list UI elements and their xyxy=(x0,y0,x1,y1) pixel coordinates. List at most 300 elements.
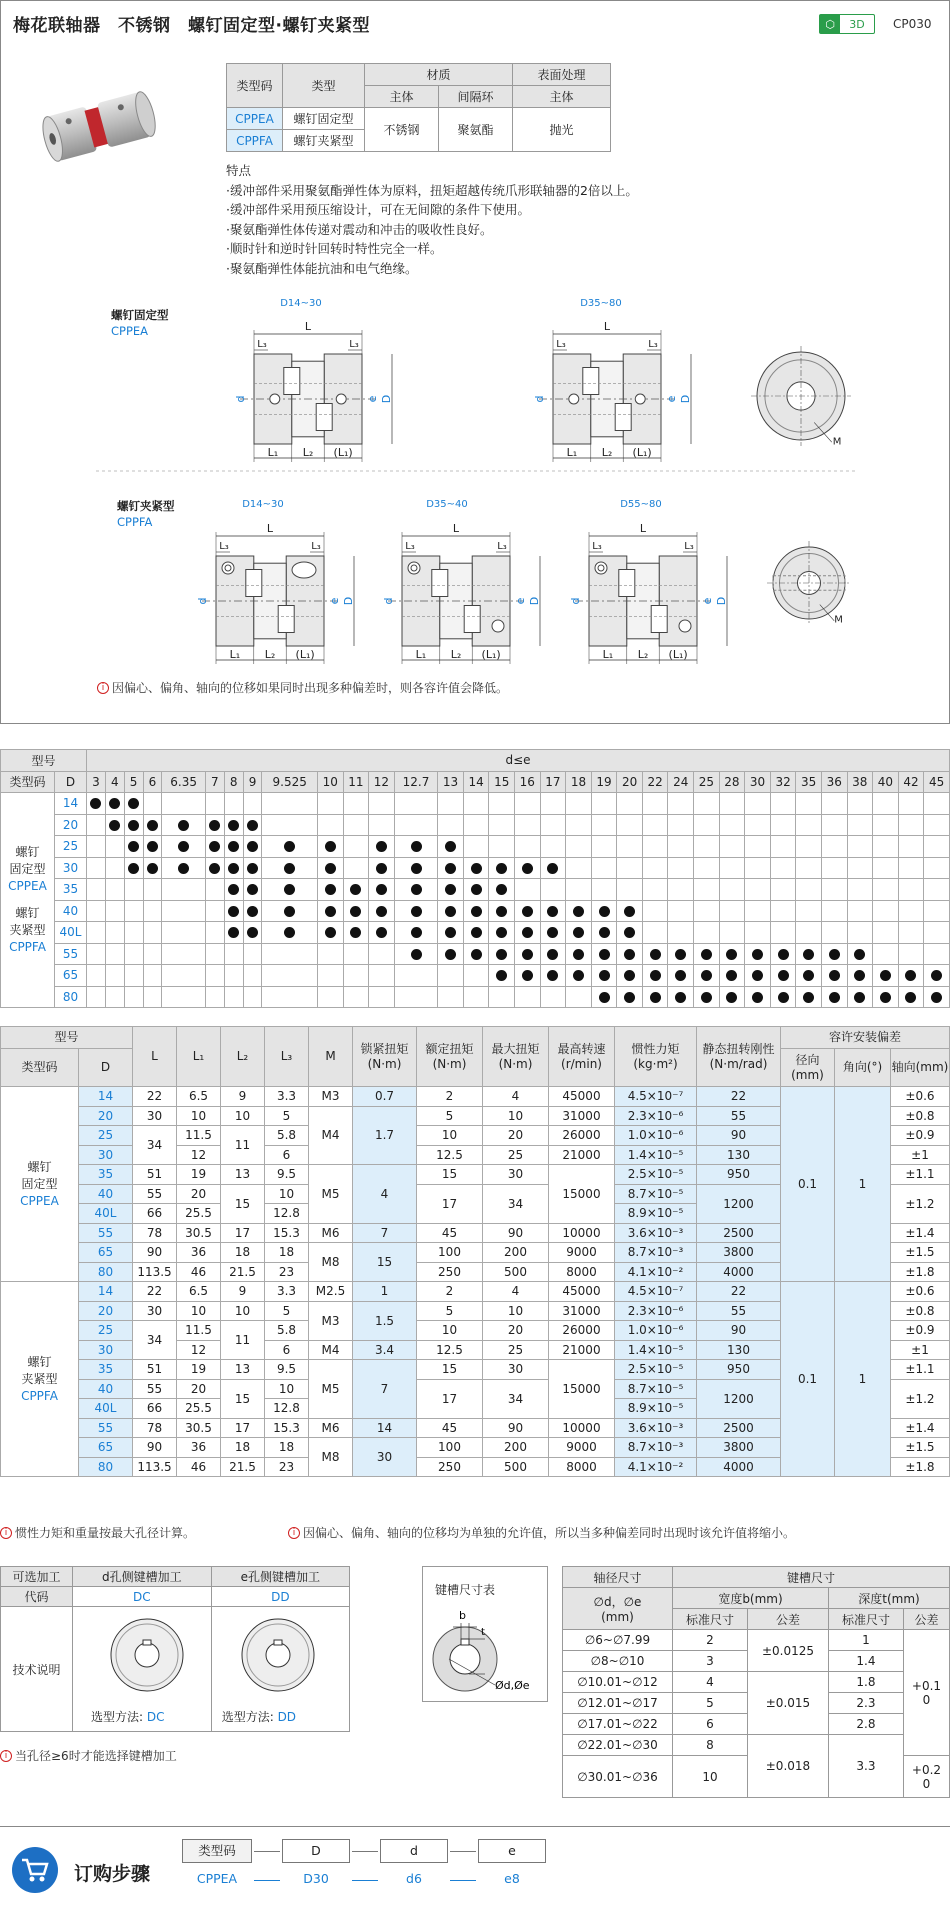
compat-cell xyxy=(694,814,720,836)
L3-cell: 18 xyxy=(265,1438,309,1458)
L-cell: 66 xyxy=(133,1204,177,1224)
compat-cell xyxy=(796,814,822,836)
compat-row xyxy=(1,857,950,879)
rated-torque-cell: 100 xyxy=(417,1243,483,1263)
compat-cell xyxy=(770,986,796,1008)
compat-cell xyxy=(205,814,224,836)
compat-cell xyxy=(642,836,668,858)
compat-cell xyxy=(745,857,771,879)
available-dot xyxy=(829,992,840,1003)
compat-cell xyxy=(105,943,124,965)
grp-1: 螺钉 xyxy=(27,1354,52,1369)
available-dot xyxy=(496,884,507,895)
compat-cell xyxy=(821,836,847,858)
compat-cell xyxy=(540,943,566,965)
screw-M-cell: M8 xyxy=(309,1243,353,1282)
size-D-cell[interactable]: 35 xyxy=(55,879,87,901)
compat-cell xyxy=(162,900,206,922)
L1-cell: 11.5 xyxy=(177,1321,221,1341)
rated-torque-cell: 2 xyxy=(417,1282,483,1302)
max-speed-cell: 10000 xyxy=(549,1418,615,1438)
L-cell: 78 xyxy=(133,1418,177,1438)
size-D-cell[interactable]: 40L xyxy=(79,1399,133,1419)
available-dot xyxy=(496,949,507,960)
compat-cell xyxy=(143,879,162,901)
th-type: 类型 xyxy=(283,64,365,108)
bore-col-header: 22 xyxy=(642,771,668,793)
size-D-cell[interactable]: 55 xyxy=(79,1223,133,1243)
compat-cell xyxy=(343,900,369,922)
compat-cell xyxy=(873,922,899,944)
size-D-cell[interactable]: 35 xyxy=(79,1360,133,1380)
L1-cell: 19 xyxy=(177,1165,221,1185)
L-cell: 34 xyxy=(133,1321,177,1360)
dim-d: d xyxy=(196,597,209,605)
setscrew-icon xyxy=(336,394,346,404)
compat-cell xyxy=(898,986,924,1008)
dim-e: e xyxy=(514,597,527,605)
L-cell: 34 xyxy=(133,1126,177,1165)
screw-icon xyxy=(595,562,607,574)
compat-cell xyxy=(770,922,796,944)
tightening-torque-cell: 15 xyxy=(353,1243,417,1282)
available-dot xyxy=(411,841,422,852)
compat-cell xyxy=(924,814,950,836)
jaw xyxy=(619,570,635,597)
size-D-cell[interactable]: 80 xyxy=(79,1457,133,1477)
rigidity-cell: 130 xyxy=(697,1145,781,1165)
order-value-d[interactable]: d6 xyxy=(406,1871,422,1886)
compat-cell xyxy=(369,793,395,815)
compat-cell xyxy=(566,943,592,965)
compat-cell xyxy=(438,814,464,836)
compat-cell xyxy=(515,814,541,836)
spec-col-header: L₂ xyxy=(221,1027,265,1087)
L-cell: 66 xyxy=(133,1399,177,1419)
depth-std: 1.4 xyxy=(829,1651,904,1672)
compat-cell xyxy=(224,922,243,944)
available-dot xyxy=(573,906,584,917)
order-steps xyxy=(0,1826,950,1908)
available-dot xyxy=(471,949,482,960)
compat-cell xyxy=(924,857,950,879)
size-D-cell[interactable]: 14 xyxy=(79,1282,133,1302)
compat-cell xyxy=(668,793,694,815)
available-dot xyxy=(675,949,686,960)
size-D-cell[interactable]: 80 xyxy=(55,986,87,1008)
max-speed-cell: 21000 xyxy=(549,1145,615,1165)
dim-L1: L₁ xyxy=(415,648,427,661)
compat-cell xyxy=(143,814,162,836)
compat-cell xyxy=(873,793,899,815)
L1-cell: 46 xyxy=(177,1457,221,1477)
keyway-dimension-box xyxy=(422,1566,548,1702)
rated-torque-cell: 250 xyxy=(417,1262,483,1282)
compat-cell xyxy=(243,900,262,922)
radial-tol-cell: 0.1 xyxy=(781,1282,835,1477)
compat-cell xyxy=(796,900,822,922)
setscrew-icon xyxy=(270,394,280,404)
compat-cell xyxy=(515,900,541,922)
axial-tol-cell: ±0.6 xyxy=(891,1282,950,1302)
dim-L2: L₂ xyxy=(450,648,462,661)
size-D-cell[interactable]: 30 xyxy=(55,857,87,879)
feature-item: ·缓冲部件采用预压缩设计，可在无间隙的条件下使用。 xyxy=(226,202,530,217)
bore-col-header: 9 xyxy=(243,771,262,793)
compat-cell xyxy=(719,793,745,815)
type-code-cell[interactable]: CPPFA xyxy=(227,130,283,152)
th-de: d≤e xyxy=(87,750,950,772)
compat-cell xyxy=(262,836,318,858)
available-dot xyxy=(701,970,712,981)
compat-cell xyxy=(924,922,950,944)
compat-cell xyxy=(719,986,745,1008)
compat-cell xyxy=(617,793,643,815)
max-speed-cell: 26000 xyxy=(549,1126,615,1146)
inertia-cell: 1.4×10⁻⁵ xyxy=(615,1340,697,1360)
L3-cell: 9.5 xyxy=(265,1165,309,1185)
th-body2: 主体 xyxy=(513,86,611,108)
compat-cell xyxy=(770,857,796,879)
size-D-cell[interactable]: 40 xyxy=(79,1184,133,1204)
axial-tol-cell: ±1.5 xyxy=(891,1438,950,1458)
compat-cell xyxy=(873,965,899,987)
width-std: 6 xyxy=(673,1714,748,1735)
L2-cell: 18 xyxy=(221,1438,265,1458)
available-dot xyxy=(284,863,295,874)
size-D-cell[interactable]: 30 xyxy=(79,1145,133,1165)
grp-clamp-code: CPPFA xyxy=(9,940,46,954)
compat-cell xyxy=(343,814,369,836)
th-e-keyway: e孔侧键槽加工 xyxy=(211,1567,349,1587)
L-cell: 30 xyxy=(133,1301,177,1321)
dim-L1p: (L₁) xyxy=(481,648,501,661)
compat-cell xyxy=(87,879,106,901)
compat-cell xyxy=(821,965,847,987)
available-dot xyxy=(209,863,220,874)
size-D-cell[interactable]: 14 xyxy=(79,1087,133,1107)
size-D-cell[interactable]: 35 xyxy=(79,1165,133,1185)
th-model: 型号 xyxy=(1,750,87,772)
size-D-cell[interactable]: 20 xyxy=(55,814,87,836)
available-dot xyxy=(411,949,422,960)
compat-cell xyxy=(668,900,694,922)
screw-icon xyxy=(679,620,691,632)
compat-cell xyxy=(87,986,106,1008)
grp-2: 固定型 xyxy=(21,1176,58,1191)
compat-cell xyxy=(243,793,262,815)
type-code-cell[interactable]: CPPEA xyxy=(227,108,283,130)
size-D-cell[interactable]: 65 xyxy=(79,1438,133,1458)
tol-upper: +0.2 xyxy=(911,1762,942,1777)
size-D-cell[interactable]: 25 xyxy=(79,1321,133,1341)
code-dd[interactable]: DD xyxy=(211,1587,349,1607)
L2-cell: 15 xyxy=(221,1379,265,1418)
inertia-cell: 8.9×10⁻⁵ xyxy=(615,1399,697,1419)
feature-item: ·缓冲部件采用聚氨酯弹性体为原料，扭矩超越传统爪形联轴器的2倍以上。 xyxy=(226,182,638,198)
compat-cell xyxy=(719,879,745,901)
dim-L: L xyxy=(304,320,312,333)
L3-cell: 10 xyxy=(265,1184,309,1204)
compat-row xyxy=(1,965,950,987)
screw-icon xyxy=(492,620,504,632)
inertia-cell: 8.7×10⁻⁵ xyxy=(615,1184,697,1204)
screw-M-cell: M6 xyxy=(309,1223,353,1243)
available-dot xyxy=(599,906,610,917)
compat-cell xyxy=(369,986,395,1008)
compat-cell xyxy=(243,857,262,879)
spec-col-header: 最大扭矩(N·m) xyxy=(483,1027,549,1087)
bore-col-header: 16 xyxy=(515,771,541,793)
cube-icon: ⬡ xyxy=(820,15,840,33)
available-dot xyxy=(445,949,456,960)
available-dot xyxy=(854,949,865,960)
size-D-cell[interactable]: 20 xyxy=(79,1106,133,1126)
compat-cell xyxy=(87,965,106,987)
available-dot xyxy=(803,970,814,981)
width-tol: ±0.0125 xyxy=(747,1630,828,1672)
compat-cell xyxy=(847,900,873,922)
jaw xyxy=(432,570,448,597)
order-dash xyxy=(450,1851,476,1852)
rigidity-cell: 2500 xyxy=(697,1418,781,1438)
compat-cell xyxy=(87,814,106,836)
sel-code: DD xyxy=(277,1710,297,1724)
available-dot xyxy=(284,841,295,852)
order-value-type[interactable]: CPPEA xyxy=(196,1871,238,1886)
compat-cell xyxy=(318,965,344,987)
compat-row xyxy=(1,793,950,815)
compat-cell xyxy=(617,814,643,836)
compat-cell xyxy=(394,879,438,901)
th-spacer: 间隔环 xyxy=(439,86,513,108)
compat-cell xyxy=(668,943,694,965)
compat-cell xyxy=(821,879,847,901)
compat-cell xyxy=(821,857,847,879)
size-D-cell[interactable]: 40L xyxy=(55,922,87,944)
feature-item: ·顺时针和逆时针回转时特性完全一样。 xyxy=(226,241,443,256)
compat-cell xyxy=(847,814,873,836)
compat-cell xyxy=(243,943,262,965)
grp-code: CPPFA xyxy=(21,1388,58,1403)
compat-cell xyxy=(318,836,344,858)
L3-cell: 23 xyxy=(265,1262,309,1282)
th-mm-text: (mm) xyxy=(601,1610,634,1624)
compat-cell xyxy=(770,879,796,901)
size-D-cell[interactable]: 25 xyxy=(55,836,87,858)
size-D-cell[interactable]: 80 xyxy=(79,1262,133,1282)
L3-cell: 3.3 xyxy=(265,1087,309,1107)
compat-cell xyxy=(124,965,143,987)
width-std: 10 xyxy=(673,1756,748,1798)
available-dot xyxy=(350,927,361,938)
available-dot xyxy=(376,863,387,874)
size-D-cell[interactable]: 40 xyxy=(79,1379,133,1399)
size-D-cell[interactable]: 55 xyxy=(79,1418,133,1438)
3d-label: 3D xyxy=(849,17,865,31)
available-dot xyxy=(496,970,507,981)
compat-cell xyxy=(394,986,438,1008)
setscrew-icon xyxy=(569,394,579,404)
compat-cell xyxy=(243,986,262,1008)
depth-std: 2.8 xyxy=(829,1714,904,1735)
order-label-D: D xyxy=(282,1839,350,1863)
compat-cell xyxy=(617,879,643,901)
dim-D: D xyxy=(715,596,728,606)
dim-L1: L₁ xyxy=(602,648,614,661)
compat-cell xyxy=(124,900,143,922)
compat-cell xyxy=(745,793,771,815)
th-radial: 径向(mm) xyxy=(781,1049,835,1087)
L-cell: 113.5 xyxy=(133,1457,177,1477)
size-D-cell[interactable]: 14 xyxy=(55,793,87,815)
rigidity-cell: 130 xyxy=(697,1340,781,1360)
order-value-D[interactable]: D30 xyxy=(303,1871,329,1886)
axial-tol-cell: ±0.8 xyxy=(891,1301,950,1321)
range-label: D14~30 xyxy=(280,298,322,309)
compat-cell xyxy=(873,814,899,836)
available-dot xyxy=(90,798,101,809)
compat-cell xyxy=(394,836,438,858)
size-D-cell[interactable]: 65 xyxy=(55,965,87,987)
size-D-cell[interactable]: 40L xyxy=(79,1204,133,1224)
compat-cell xyxy=(394,922,438,944)
size-D-cell[interactable]: 20 xyxy=(79,1301,133,1321)
depth-tol xyxy=(903,1630,949,1756)
keyway-dim-drawing xyxy=(423,1601,547,1701)
spec-col-header: 静态扭转刚性(N·m/rad) xyxy=(697,1027,781,1087)
available-dot xyxy=(496,927,507,938)
inertia-cell: 1.4×10⁻⁵ xyxy=(615,1145,697,1165)
max-speed-cell: 8000 xyxy=(549,1457,615,1477)
inertia-cell: 2.5×10⁻⁵ xyxy=(615,1360,697,1380)
available-dot xyxy=(247,884,258,895)
compat-cell xyxy=(924,943,950,965)
bore-col-header: 15 xyxy=(489,771,515,793)
rigidity-cell: 950 xyxy=(697,1165,781,1185)
compat-cell xyxy=(719,814,745,836)
rated-torque-cell: 10 xyxy=(417,1126,483,1146)
type-group-cell xyxy=(1,793,55,1008)
size-D-cell[interactable]: 40 xyxy=(55,900,87,922)
compat-cell xyxy=(847,857,873,879)
compat-cell xyxy=(463,879,489,901)
compat-cell xyxy=(369,879,395,901)
available-dot xyxy=(547,949,558,960)
dim-L3: L₃ xyxy=(592,541,602,552)
bore-col-header: 45 xyxy=(924,771,950,793)
th-material: 材质 xyxy=(365,64,513,86)
available-dot xyxy=(284,884,295,895)
available-dot xyxy=(778,992,789,1003)
available-dot xyxy=(411,863,422,874)
available-dot xyxy=(726,992,737,1003)
available-dot xyxy=(247,927,258,938)
available-dot xyxy=(599,992,610,1003)
compat-cell xyxy=(898,793,924,815)
compat-cell xyxy=(642,943,668,965)
compat-cell xyxy=(770,965,796,987)
th-keyway: 键槽尺寸 xyxy=(673,1567,950,1588)
keyway-option-table xyxy=(0,1566,350,1732)
compat-cell xyxy=(205,965,224,987)
available-dot xyxy=(599,949,610,960)
compat-cell xyxy=(591,857,617,879)
compat-cell xyxy=(124,814,143,836)
L2-cell: 21.5 xyxy=(221,1457,265,1477)
L-cell: 55 xyxy=(133,1184,177,1204)
size-D-cell[interactable]: 25 xyxy=(79,1126,133,1146)
order-value-e[interactable]: e8 xyxy=(504,1871,520,1886)
available-dot xyxy=(284,906,295,917)
compat-cell xyxy=(224,879,243,901)
compat-cell xyxy=(318,857,344,879)
available-dot xyxy=(573,927,584,938)
compat-cell xyxy=(668,922,694,944)
compat-cell xyxy=(642,965,668,987)
compat-cell xyxy=(898,836,924,858)
screw-M-cell: M4 xyxy=(309,1106,353,1165)
compat-cell xyxy=(489,922,515,944)
L2-cell: 15 xyxy=(221,1184,265,1223)
compat-cell xyxy=(591,879,617,901)
available-dot xyxy=(350,884,361,895)
inertia-cell: 1.0×10⁻⁶ xyxy=(615,1126,697,1146)
compat-cell xyxy=(205,986,224,1008)
axial-tol-cell: ±1 xyxy=(891,1145,950,1165)
compat-cell xyxy=(591,922,617,944)
shaft-range: ∅8~∅10 xyxy=(563,1651,673,1672)
compat-cell xyxy=(694,836,720,858)
compat-cell xyxy=(668,857,694,879)
compat-cell xyxy=(873,943,899,965)
compat-cell xyxy=(87,836,106,858)
available-dot xyxy=(376,927,387,938)
compat-cell xyxy=(694,965,720,987)
compat-cell xyxy=(463,900,489,922)
tightening-torque-cell: 1.7 xyxy=(353,1106,417,1165)
compat-cell xyxy=(898,814,924,836)
available-dot xyxy=(752,949,763,960)
available-dot xyxy=(829,949,840,960)
rated-torque-cell: 15 xyxy=(417,1360,483,1380)
spec-col-header: 最高转速(r/min) xyxy=(549,1027,615,1087)
screw-icon xyxy=(222,562,234,574)
max-torque-cell: 10 xyxy=(483,1106,549,1126)
bore-col-header: 3 xyxy=(87,771,106,793)
code-dc[interactable]: DC xyxy=(73,1587,212,1607)
size-D-cell[interactable]: 30 xyxy=(79,1340,133,1360)
size-D-cell[interactable]: 55 xyxy=(55,943,87,965)
keyway-box-title: 键槽尺寸表 xyxy=(435,1583,496,1597)
width-tol: ±0.015 xyxy=(747,1672,828,1735)
compat-cell xyxy=(566,965,592,987)
dim-D: D xyxy=(528,596,541,606)
L-cell: 51 xyxy=(133,1165,177,1185)
compat-cell xyxy=(566,900,592,922)
size-D-cell[interactable]: 65 xyxy=(79,1243,133,1263)
L1-cell: 19 xyxy=(177,1360,221,1380)
angular-tol-cell: 1 xyxy=(835,1282,891,1477)
spec-row xyxy=(1,1087,950,1107)
compat-cell xyxy=(489,857,515,879)
compat-row xyxy=(1,814,950,836)
compat-cell xyxy=(205,943,224,965)
compat-cell xyxy=(617,836,643,858)
dim-D: D xyxy=(679,394,692,404)
compat-cell xyxy=(124,793,143,815)
feature-item: ·聚氨酯弹性体传递对震动和冲击的吸收性良好。 xyxy=(226,221,493,237)
